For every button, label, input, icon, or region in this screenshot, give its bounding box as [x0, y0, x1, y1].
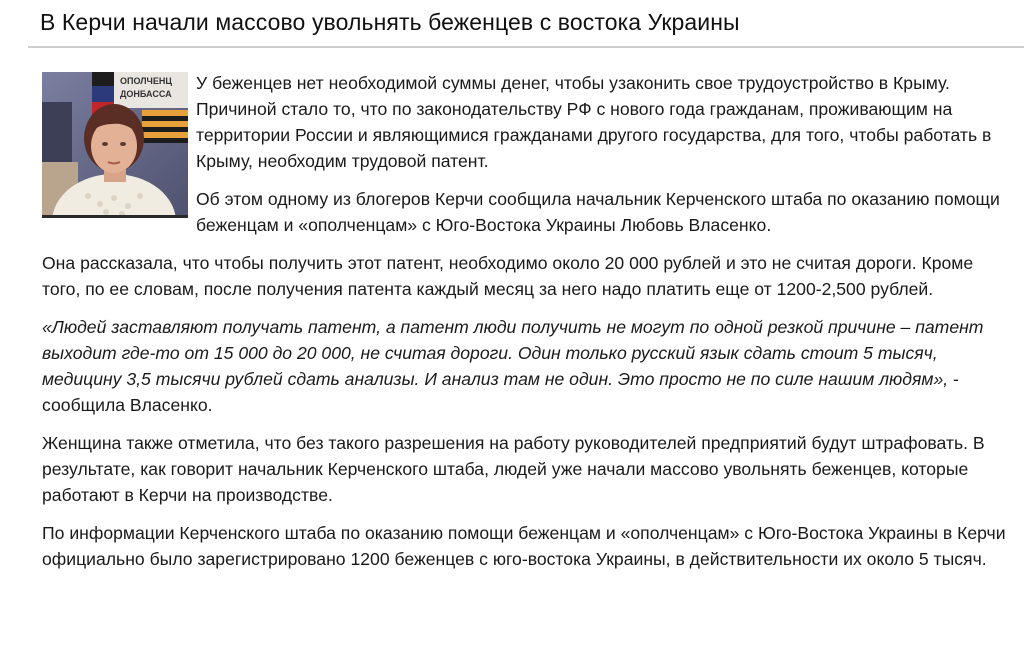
quote-text: «Людей заставляют получать патент, а патент люди получить не могут по одной резкой причине – патент выходит где-то от 15 000 до 20 000, не считая дороги. Один только русский язык сдать стоит 5 тысяч, медицину 3,5 тысячи рублей сдать анализы. И анализ там не один. Это просто не по силе нашим людям»,: [42, 317, 984, 389]
banner-text-2: ДОНБАССА: [120, 89, 172, 99]
quote-attribution: - сообщила Власенко.: [42, 369, 959, 415]
paragraph-5: По информации Керченского штаба по оказанию помощи беженцам и «ополченцам» с Юго-Востока Украины в Керчи официально было зарегистрировано 1200 беженцев с юго-востока Украины, в действительности их около 5 тысяч.: [42, 523, 1006, 569]
paragraph-1: У беженцев нет необходимой суммы денег, чтобы узаконить свое трудоустройство в Крыму. Причиной стало то, что по законодательству РФ с нового года гражданам, проживающим на территории России и являющимися гражданами другого государства, для того, чтобы работать в Крыму, необходим трудовой патент.: [196, 73, 992, 171]
paragraph-4: Женщина также отметила, что без такого разрешения на работу руководителей предприятий будут штрафовать. В результате, как говорит начальник Керченского штаба, людей уже начали массово увольнять беженцев, которые работают в Керчи на производстве.: [42, 433, 985, 505]
article-photo: [42, 72, 188, 218]
article-body: [42, 70, 1012, 584]
banner-text-1: ОПОЛЧЕНЦ: [120, 76, 172, 86]
paragraph-3: Она рассказала, что чтобы получить этот патент, необходимо около 20 000 рублей и это не считая дороги. Кроме того, по ее словам, после получения патента каждый месяц за него надо платить еще от 1200-2,500 рублей.: [42, 253, 974, 299]
quote-paragraph: [42, 314, 1012, 418]
title-bar: [28, 0, 1024, 48]
woman-portrait-image: [42, 72, 188, 218]
article-title: В Керчи начали массово увольнять беженцев с востока Украины: [40, 9, 740, 35]
paragraph-2: Об этом одному из блогеров Керчи сообщила начальник Керченского штаба по оказанию помощи беженцам и «ополченцам» с Юго-Востока Украины Любовь Власенко.: [196, 189, 1000, 235]
